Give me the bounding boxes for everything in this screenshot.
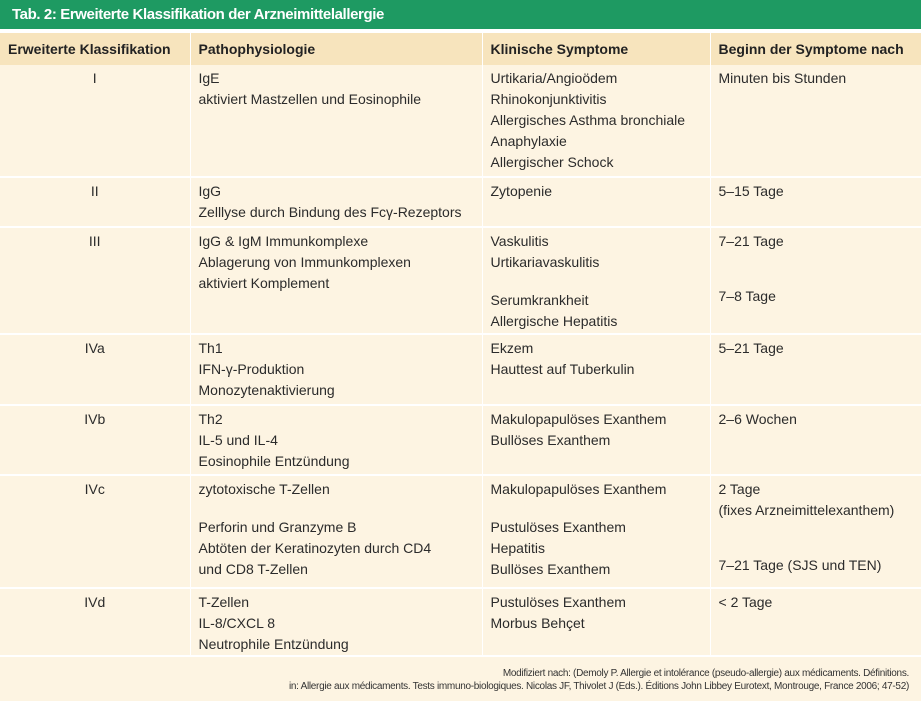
onset-line: 7–21 Tage [718, 233, 784, 249]
sympt-line: Rhinokonjunktivitis [490, 91, 607, 107]
table-row [0, 177, 921, 227]
patho-line: Monozytenaktivierung [198, 382, 335, 398]
patho-line: zytotoxische T-Zellen [198, 481, 330, 497]
patho-cell [190, 405, 482, 475]
table-row [0, 588, 921, 656]
classification-cell: I [0, 65, 190, 177]
patho-line: Perforin und Granzyme B [198, 519, 357, 535]
onset-line: 2 Tage [718, 481, 761, 497]
sympt-line: Allergisches Asthma bronchiale [490, 112, 686, 128]
column-header-onset: Beginn der Symptome nach [710, 33, 921, 65]
classification-cell: IVc [0, 475, 190, 588]
onset-line: < 2 Tage [718, 594, 773, 610]
sympt-line: Anaphylaxie [490, 133, 567, 149]
onset-line: 5–15 Tage [718, 183, 784, 199]
sympt-line: Vaskulitis [490, 233, 549, 249]
sympt-line: Makulopapulöses Exanthem [490, 481, 667, 497]
patho-line: und CD8 T-Zellen [198, 561, 308, 577]
table-row [0, 227, 921, 334]
patho-line: aktiviert Mastzellen und Eosinophile [198, 91, 422, 107]
onset-line: (fixes Arzneimittelexanthem) [718, 502, 895, 518]
sympt-line: Bullöses Exanthem [490, 561, 611, 577]
patho-cell [190, 475, 482, 588]
sympt-cell [482, 65, 710, 177]
patho-line: Abtöten der Keratinozyten durch CD4 [198, 540, 432, 556]
sympt-line: Ekzem [490, 340, 534, 356]
table-row [0, 405, 921, 475]
patho-cell [190, 177, 482, 227]
sympt-cell [482, 227, 710, 334]
patho-line: Eosinophile Entzündung [198, 453, 350, 469]
patho-line: IgG & IgM Immunkomplexe [198, 233, 369, 249]
patho-cell [190, 334, 482, 405]
onset-cell [710, 334, 921, 405]
classification-cell: II [0, 177, 190, 227]
table-number: Tab. 2: [12, 6, 57, 23]
table-title: Erweiterte Klassifikation der Arzneimittelallergie [60, 6, 384, 23]
sympt-line: Urtikariavaskulitis [490, 254, 600, 270]
blank-line [199, 500, 474, 517]
patho-line: T-Zellen [198, 594, 250, 610]
patho-line: Neutrophile Entzündung [198, 636, 349, 652]
sympt-line: Pustulöses Exanthem [490, 594, 626, 610]
sympt-line: Bullöses Exanthem [490, 432, 611, 448]
onset-line: 7–21 Tage (SJS und TEN) [718, 557, 882, 573]
classification-cell: IVa [0, 334, 190, 405]
patho-line: IgE [198, 70, 220, 86]
blank-line [491, 500, 702, 517]
patho-line: IL-5 und IL-4 [198, 432, 278, 448]
patho-line: Ablagerung von Immunkomplexen [198, 254, 411, 270]
patho-line: Th2 [198, 411, 223, 427]
sympt-line: Hepatitis [490, 540, 545, 556]
sympt-cell [482, 405, 710, 475]
onset-cell [710, 227, 921, 334]
sympt-line: Makulopapulöses Exanthem [490, 411, 667, 427]
table-row [0, 334, 921, 405]
blank-line [719, 521, 914, 538]
source-note [289, 667, 909, 693]
classification-cell: IVd [0, 588, 190, 656]
sympt-line: Zytopenie [490, 183, 552, 199]
patho-line: Zelllyse durch Bindung des Fcγ-Rezeptors [198, 204, 462, 220]
blank-line [491, 273, 702, 290]
table-row [0, 475, 921, 588]
sympt-line: Allergische Hepatitis [490, 313, 618, 329]
sympt-line: Hauttest auf Tuberkulin [490, 361, 635, 377]
table-header-row [0, 33, 921, 65]
patho-line: IgG [198, 183, 222, 199]
sympt-line: Serumkrankheit [490, 292, 589, 308]
onset-cell [710, 405, 921, 475]
onset-line: 2–6 Wochen [718, 411, 797, 427]
patho-cell [190, 227, 482, 334]
blank-line [719, 269, 914, 286]
column-header-classification: Erweiterte Klassifikation [0, 33, 190, 65]
blank-line [719, 538, 914, 555]
source-note-line-1: Modifiziert nach: (Demoly P. Allergie et intolérance (pseudo-allergie) aux médicaments. Définitions. [502, 668, 909, 679]
classification-cell: IVb [0, 405, 190, 475]
sympt-cell [482, 475, 710, 588]
sympt-line: Urtikaria/Angioödem [490, 70, 618, 86]
blank-line [719, 252, 914, 269]
table-row [0, 65, 921, 177]
patho-line: aktiviert Komplement [198, 275, 330, 291]
sympt-line: Morbus Behçet [490, 615, 585, 631]
onset-line: 7–8 Tage [718, 288, 776, 304]
table-title-bar [0, 0, 921, 29]
patho-cell [190, 588, 482, 656]
onset-cell [710, 475, 921, 588]
sympt-line: Pustulöses Exanthem [490, 519, 626, 535]
onset-cell [710, 65, 921, 177]
sympt-cell [482, 177, 710, 227]
onset-cell [710, 177, 921, 227]
patho-line: IFN-γ-Produktion [198, 361, 305, 377]
sympt-cell [482, 334, 710, 405]
patho-line: Th1 [198, 340, 223, 356]
classification-table [0, 33, 921, 657]
patho-line: IL-8/CXCL 8 [198, 615, 276, 631]
onset-line: 5–21 Tage [718, 340, 784, 356]
classification-cell: III [0, 227, 190, 334]
sympt-line: Allergischer Schock [490, 154, 614, 170]
onset-cell [710, 588, 921, 656]
patho-cell [190, 65, 482, 177]
column-header-pathophysiology: Pathophysiologie [190, 33, 482, 65]
onset-line: Minuten bis Stunden [718, 70, 847, 86]
sympt-cell [482, 588, 710, 656]
source-note-line-2: in: Allergie aux médicaments. Tests immuno-biologiques. Nicolas JF, Thivolet J (Eds.). Éditions John Libbey Eurotext, Montrouge, France 2006; 47-52) [288, 681, 909, 692]
column-header-symptoms: Klinische Symptome [482, 33, 710, 65]
